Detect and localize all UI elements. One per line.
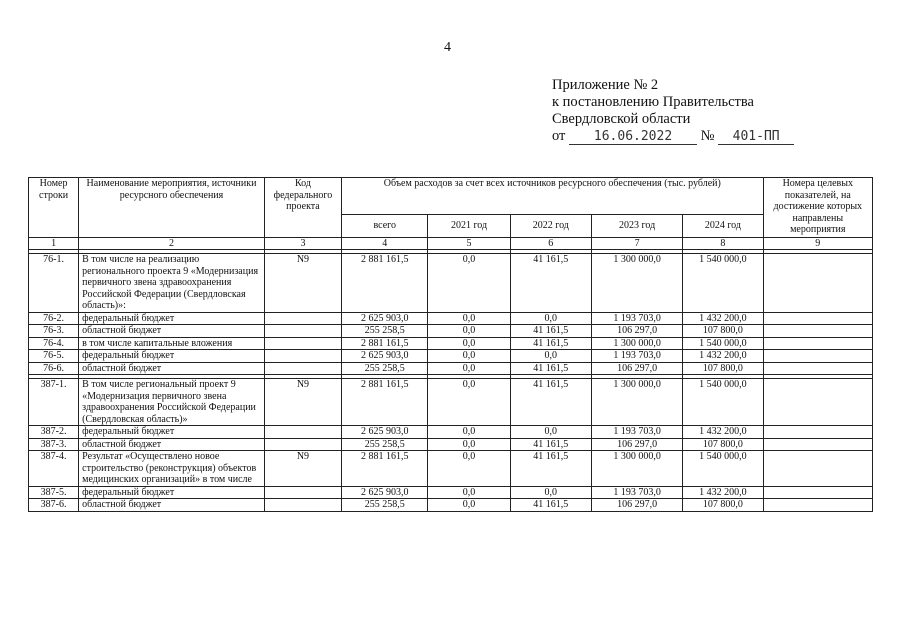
- row-total-cell: 2 625 903,0: [342, 426, 428, 439]
- row-total-cell: 255 258,5: [342, 499, 428, 512]
- row-code-cell: [264, 312, 341, 325]
- annex-subtitle-2: Свердловской области: [552, 111, 691, 127]
- decree-date: 16.06.2022: [569, 130, 697, 145]
- row-total-cell: 2 625 903,0: [342, 312, 428, 325]
- row-targets-cell: [763, 451, 872, 487]
- row-name-cell: федеральный бюджет: [79, 312, 265, 325]
- row-total-cell: 255 258,5: [342, 325, 428, 338]
- row-2024-cell: 1 432 200,0: [683, 426, 763, 439]
- row-targets-cell: [763, 438, 872, 451]
- row-targets-cell: [763, 379, 872, 426]
- table-row: [29, 350, 873, 363]
- row-number-cell: 76-5.: [29, 350, 79, 363]
- row-number-cell: 387-4.: [29, 451, 79, 487]
- row-name-cell: федеральный бюджет: [79, 426, 265, 439]
- row-targets-cell: [763, 337, 872, 350]
- row-2021-cell: 0,0: [428, 362, 510, 375]
- table-row: [29, 325, 873, 338]
- table-row: [29, 426, 873, 439]
- row-code-cell: [264, 486, 341, 499]
- row-code-cell: [264, 499, 341, 512]
- row-2023-cell: 1 300 000,0: [591, 254, 682, 313]
- table-row: [29, 499, 873, 512]
- row-2024-cell: 1 540 000,0: [683, 451, 763, 487]
- row-2023-cell: 1 193 703,0: [591, 426, 682, 439]
- decree-row: [552, 128, 794, 145]
- row-targets-cell: [763, 312, 872, 325]
- row-total-cell: 2 881 161,5: [342, 379, 428, 426]
- row-2022-cell: 41 161,5: [510, 337, 591, 350]
- row-number-cell: 76-1.: [29, 254, 79, 313]
- row-name-cell: В том числе на реализацию регионального проекта 9 «Модернизация первичного звена здравоохранения Российской Федерации (Свердловская область)»:: [79, 254, 265, 313]
- row-2021-cell: 0,0: [428, 486, 510, 499]
- row-number-cell: 76-2.: [29, 312, 79, 325]
- row-2023-cell: 1 300 000,0: [591, 337, 682, 350]
- row-2023-cell: 106 297,0: [591, 325, 682, 338]
- row-2022-cell: 41 161,5: [510, 362, 591, 375]
- row-number-cell: 76-6.: [29, 362, 79, 375]
- date-prefix: от: [552, 128, 566, 144]
- row-number-cell: 387-5.: [29, 486, 79, 499]
- row-2023-cell: 1 193 703,0: [591, 312, 682, 325]
- row-2022-cell: 41 161,5: [510, 325, 591, 338]
- row-targets-cell: [763, 499, 872, 512]
- table-body: [29, 250, 873, 512]
- row-2023-cell: 1 300 000,0: [591, 379, 682, 426]
- row-2024-cell: 1 432 200,0: [683, 486, 763, 499]
- header-federal-code: Код федерального проекта: [264, 178, 341, 238]
- row-2023-cell: 106 297,0: [591, 438, 682, 451]
- row-2024-cell: 107 800,0: [683, 438, 763, 451]
- row-total-cell: 2 625 903,0: [342, 486, 428, 499]
- column-number: 5: [428, 238, 510, 250]
- row-total-cell: 255 258,5: [342, 362, 428, 375]
- row-2024-cell: 107 800,0: [683, 499, 763, 512]
- row-number-cell: 387-3.: [29, 438, 79, 451]
- row-2022-cell: 0,0: [510, 486, 591, 499]
- column-number: 9: [763, 238, 872, 250]
- column-number: 8: [683, 238, 763, 250]
- row-2021-cell: 0,0: [428, 499, 510, 512]
- row-2023-cell: 1 193 703,0: [591, 350, 682, 363]
- row-2022-cell: 0,0: [510, 350, 591, 363]
- row-2021-cell: 0,0: [428, 254, 510, 313]
- header-name: Наименование мероприятия, источники ресурсного обеспечения: [79, 178, 265, 238]
- row-2022-cell: 41 161,5: [510, 499, 591, 512]
- row-2023-cell: 106 297,0: [591, 362, 682, 375]
- row-number-cell: 387-2.: [29, 426, 79, 439]
- column-number: 7: [591, 238, 682, 250]
- column-number: 4: [342, 238, 428, 250]
- column-number: 3: [264, 238, 341, 250]
- row-2022-cell: 41 161,5: [510, 451, 591, 487]
- row-2024-cell: 1 432 200,0: [683, 312, 763, 325]
- row-name-cell: федеральный бюджет: [79, 350, 265, 363]
- table-row: [29, 438, 873, 451]
- row-2021-cell: 0,0: [428, 325, 510, 338]
- row-code-cell: [264, 438, 341, 451]
- row-2022-cell: 0,0: [510, 426, 591, 439]
- row-2022-cell: 0,0: [510, 312, 591, 325]
- row-total-cell: 2 881 161,5: [342, 254, 428, 313]
- row-2024-cell: 1 540 000,0: [683, 254, 763, 313]
- row-targets-cell: [763, 486, 872, 499]
- row-2023-cell: 1 300 000,0: [591, 451, 682, 487]
- row-code-cell: N9: [264, 379, 341, 426]
- row-2024-cell: 107 800,0: [683, 325, 763, 338]
- page-number: 4: [444, 40, 451, 55]
- table-row: [29, 362, 873, 375]
- budget-table: [28, 177, 873, 512]
- header-2024: 2024 год: [683, 215, 763, 238]
- row-name-cell: областной бюджет: [79, 325, 265, 338]
- table-row: [29, 379, 873, 426]
- row-code-cell: [264, 337, 341, 350]
- decree-number: 401-ПП: [718, 130, 794, 145]
- row-targets-cell: [763, 362, 872, 375]
- row-number-cell: 76-4.: [29, 337, 79, 350]
- row-name-cell: в том числе капитальные вложения: [79, 337, 265, 350]
- annex-subtitle-1: к постановлению Правительства: [552, 94, 754, 110]
- header-total: всего: [342, 215, 428, 238]
- header-2022: 2022 год: [510, 215, 591, 238]
- row-targets-cell: [763, 325, 872, 338]
- row-code-cell: [264, 350, 341, 363]
- table-row: [29, 486, 873, 499]
- row-code-cell: N9: [264, 254, 341, 313]
- table-row: [29, 337, 873, 350]
- row-2021-cell: 0,0: [428, 438, 510, 451]
- table-row: [29, 254, 873, 313]
- row-total-cell: 2 881 161,5: [342, 337, 428, 350]
- row-2021-cell: 0,0: [428, 451, 510, 487]
- row-total-cell: 2 625 903,0: [342, 350, 428, 363]
- row-2023-cell: 106 297,0: [591, 499, 682, 512]
- row-2021-cell: 0,0: [428, 337, 510, 350]
- row-2021-cell: 0,0: [428, 426, 510, 439]
- column-number: 1: [29, 238, 79, 250]
- row-number-cell: 387-1.: [29, 379, 79, 426]
- column-number: 6: [510, 238, 591, 250]
- row-total-cell: 2 881 161,5: [342, 451, 428, 487]
- row-2022-cell: 41 161,5: [510, 254, 591, 313]
- row-2021-cell: 0,0: [428, 379, 510, 426]
- header-row-number: Номер строки: [29, 178, 79, 238]
- row-name-cell: областной бюджет: [79, 438, 265, 451]
- row-total-cell: 255 258,5: [342, 438, 428, 451]
- row-name-cell: областной бюджет: [79, 362, 265, 375]
- header-expenses: Объем расходов за счет всех источников ресурсного обеспечения (тыс. рублей): [342, 178, 763, 215]
- row-name-cell: федеральный бюджет: [79, 486, 265, 499]
- header-2023: 2023 год: [591, 215, 682, 238]
- row-2023-cell: 1 193 703,0: [591, 486, 682, 499]
- row-targets-cell: [763, 426, 872, 439]
- header-2021: 2021 год: [428, 215, 510, 238]
- row-number-cell: 76-3.: [29, 325, 79, 338]
- row-2021-cell: 0,0: [428, 350, 510, 363]
- row-2024-cell: 1 540 000,0: [683, 379, 763, 426]
- row-name-cell: Результат «Осуществлено новое строительство (реконструкция) объектов медицинских организаций» в том числе: [79, 451, 265, 487]
- row-2024-cell: 1 432 200,0: [683, 350, 763, 363]
- header-targets: Номера целевых показателей, на достижение которых направлены мероприятия: [763, 178, 872, 238]
- row-2022-cell: 41 161,5: [510, 379, 591, 426]
- row-code-cell: [264, 325, 341, 338]
- row-targets-cell: [763, 350, 872, 363]
- row-2024-cell: 1 540 000,0: [683, 337, 763, 350]
- column-numbers-row: [29, 238, 873, 250]
- row-2022-cell: 41 161,5: [510, 438, 591, 451]
- row-name-cell: В том числе региональный проект 9 «Модернизация первичного звена здравоохранения Российской Федерации (Свердловская область)»: [79, 379, 265, 426]
- annex-title: Приложение № 2: [552, 77, 659, 93]
- row-2021-cell: 0,0: [428, 312, 510, 325]
- row-2024-cell: 107 800,0: [683, 362, 763, 375]
- table-row: [29, 312, 873, 325]
- table-row: [29, 451, 873, 487]
- number-prefix: №: [700, 128, 715, 144]
- row-code-cell: [264, 426, 341, 439]
- row-number-cell: 387-6.: [29, 499, 79, 512]
- row-targets-cell: [763, 254, 872, 313]
- row-code-cell: [264, 362, 341, 375]
- row-code-cell: N9: [264, 451, 341, 487]
- annex-header: [552, 77, 794, 145]
- row-name-cell: областной бюджет: [79, 499, 265, 512]
- column-number: 2: [79, 238, 265, 250]
